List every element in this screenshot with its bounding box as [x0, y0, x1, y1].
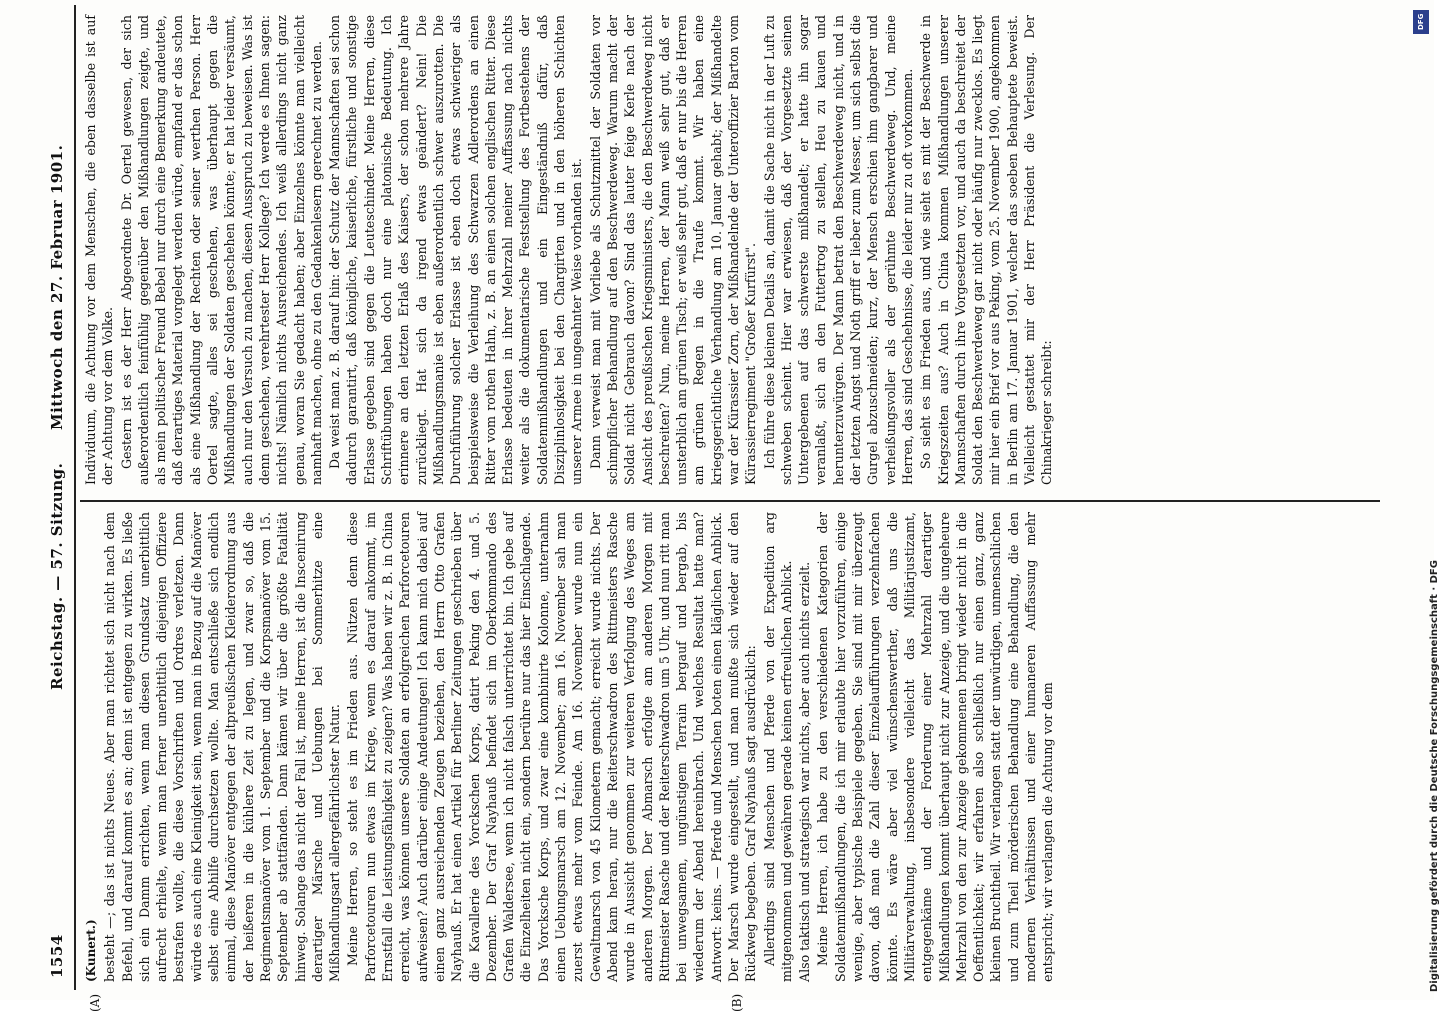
- paragraph: Also taktisch und strategisch war nichts, aber auch nichts erzielt.: [797, 561, 813, 982]
- header-right-title: Mittwoch den 27. Februar 1901.: [48, 144, 66, 430]
- speaker-label: (Kunert.): [84, 919, 98, 982]
- header-left-title: Reichstag. — 57. Sitzung.: [48, 462, 66, 690]
- paragraph: Gestern ist es der Herr Abgeordnete Dr. Oertel gewesen, der sich außerordentlich feinfühlig gegenüber den Mißhandlungen zeigte, und als mein politischer Freund Bebel nur durch eine Bemerkung andeutete, daß derartiges Material vorgelegt werden würde, empfand er das schon als eine Mißhandlung der Rechten oder seiner werthen Person. Herr Oertel sagte, alles sei geschehen, was überhaupt gegen die Mißhandlungen der Soldaten geschehen könnte; er hat leider versäumt, auch nur den Versuch zu machen, diesen Ausspruch zu beweisen. Was ist denn geschehen, verehrtester Herr Kollege? Ich werde es Ihnen sagen: nichts! Nämlich nichts Ausreichendes. Ich weiß allerdings nicht ganz genau, woran Sie gedacht haben; aber Einzelnes könnte man vielleicht namhaft machen, ohne zu den Gedankenlesern gerechnet zu werden.: [118, 15, 324, 485]
- paragraph: Da weist man z. B. darauf hin: der Schutz der Mannschaften sei schon dadurch garantirt, daß königliche, kaiserliche, fürstliche und sonstige Erlasse gegeben sind gegen die Leuteschinder. Meine Herren, diese Schriftübungen haben doch nur eine platonische Bedeutung. Ich erinnere an den letzten Erlaß des Kaisers, der schon mehrere Jahre zurückliegt. Hat sich da irgend etwas geändert? Nein! Die Mißhandlungsmanie ist eben außerordentlich schwer auszurotten. Die Durchführung solcher Erlasse ist eben doch etwas schwieriger als beispielsweise die Verleihung des Schwarzen Adlerordens an einen Ritter vom rothen Hahn, z. B. an einen solchen englischen Ritter. Diese Erlasse bedeuten in ihrer Mehrzahl meiner Auffassung nach nichts weiter als die dokumentarische Feststellung des Fortbestehens der Soldatenmißhandlungen und ein Eingeständniß dafür, daß Disziplinlosigkeit bei den Chargirten und in den höheren Schichten unserer Armee in ungeahnter Weise vorhanden ist.: [327, 15, 585, 485]
- quote-paragraph: Allerdings sind Menschen und Pferde von der Expedition arg mitgenommen und gewähren gerade keinen erfreulichen Anblick.: [761, 512, 794, 982]
- margin-mark-b: (B): [730, 993, 744, 1012]
- page-number: 1554: [48, 934, 66, 978]
- paragraph: Ich führe diese kleinen Details an, damit die Sache nicht in der Luft zu schweben scheint. Hier war erwiesen, daß der Vorgesetzte seinen Untergebenen auf das schwerste mißhandelt; er hatte ihn sogar veranlaßt, sich an den Futtertrog zu stellen, Heu zu kauen und herunterzuwürgen. Der Mann betrat den Beschwerdeweg nicht, und in der letzten Angst und Noth griff er lieber zum Messer, um sich selbst die Gurgel abzuschneiden; kurz, der Mensch erschien ihm gangbarer und verheißungsvoller als der gerühmte Beschwerdeweg. Und, meine Herren, das sind Geschehnisse, die leider nur zu oft vorkommen.: [761, 15, 915, 485]
- dfg-credit-text: Digitalisierung gefördert durch die Deutsche Forschungsgemeinschaft · DFG: [1429, 560, 1440, 992]
- rotated-page-content: [40, 5, 1405, 1012]
- page-header: [40, 5, 74, 990]
- margin-mark-a: (A): [88, 993, 102, 1012]
- paragraph: Meine Herren, ich habe zu den verschiedenen Kategorien der Soldatenmißhandlungen, die ich mir erlaubte hier vorzuführen, einige wenige, aber typische Beispiele gegeben. Sie sind mit mir überzeugt davon, daß man die Zahl dieser Einzelaufführungen verzehnfachen könnte. Es wäre aber viel wünschenswerther, daß uns die Militärverwaltung, insbesondere vielleicht das Militärjustizamt, entgegenkäme und der Forderung einer Mehrzahl derartiger Mißhandlungen kommt überhaupt nicht zur Anzeige, und die ungeheure Mehrzahl von den zur Anzeige gekommenen bringt wieder nicht in die Oeffentlichkeit; wir erfahren also schließlich nur einen ganz, ganz kleinen Bruchtheil. Wir verlangen statt der unwürdigen, unmenschlichen und zum Theil mörderischen Behandlung eine Behandlung, die den modernen Verhältnissen und einer humaneren Auffassung mehr entspricht; wir verlangen die Achtung vor dem: [815, 512, 1056, 982]
- paragraph: besteht —; das ist nichts Neues. Aber man richtet sich nicht nach dem Befehl, und darauf kommt es an; denn ist entgegen zu wirken. Es ließe sich ein Damm errichten, wenn man diesen Grundsatz unerbittlich aufrecht erhielte, wenn man ferner unerbittlich diejenigen Offiziere bestrafen wollte, die diese Vorschriften und Ordres verletzen. Dann würde es auch eine Kleinigkeit sein, wenn man in Bezug auf die Manöver selbst eine Abhilfe durchsetzen wollte. Man entschließe sich endlich einmal, diese Manöver entgegen der altpreußischen Kleiderordnung aus der heißeren in die kühlere Zeit zu legen, und zwar so, daß die Regimentsmanöver vom 1. September und die Korpsmanöver vom 15. September ab stattfänden. Dann kämen wir über die größte Fatalität hinweg. Solange das nicht der Fall ist, meine Herren, ist die Inscenirung derartiger Märsche und Uebungen bei Sommerhitze eine Mißhandlungsart allergefährlichster Natur.: [102, 512, 343, 982]
- paragraph: Dann verweist man mit Vorliebe als Schutzmittel der Soldaten vor schimpflicher Behandlung auf den Beschwerdeweg. Warum macht der Soldat nicht Gebrauch davon? Sind das lauter feige Kerle nach der Ansicht des preußischen Kriegsministers, die den Beschwerdeweg nicht beschreiten? Nun, meine Herren, der Mann weiß sehr gut, daß er unsterblich am grünen Tisch; er weiß sehr gut, daß er nur bis die Herren am grünen Regen in die Traufe kommt. Wir haben eine kriegsgerichtliche Verhandlung am 10. Januar gehabt; der Mißhandelte war der Kürassier Zorn, der Mißhandelnde der Unteroffizier Barton vom Kürassierregiment "Großer Kurfürst".: [587, 15, 759, 485]
- paragraph: So sieht es im Frieden aus, und wie sieht es mit der Beschwerde in Kriegszeiten aus? Auch in China kommen Mißhandlungen unserer Mannschaften durch ihre Vorgesetzten vor, und auch da beschreitet der Soldat den Beschwerdeweg gar nicht oder häufig nur zwecklos. Es liegt mir hier ein Brief vor aus Peking, vom 25. November 1900, angekommen in Berlin am 17. Januar 1901, welcher das soeben Behauptete beweist. Vielleicht gestattet mir der Herr Präsident die Verlesung. Der Chinakrieger schreibt:: [918, 15, 1055, 485]
- left-column: [82, 512, 1372, 982]
- paragraph: Meine Herren, so steht es im Frieden aus. Nützen denn diese Parforcetouren nun etwas im Kriege, wenn es darauf ankommt, im Ernstfall die Leistungsfähigkeit zu zeigen? Was haben wir z. B. in China erreicht, was können unsere Soldaten an erfolgreichen Parforcetouren aufweisen? Auch darüber einige Andeutungen! Ich kann mich dabei auf einen ganz ausreichenden Zeugen beziehen, den Herrn Otto Grafen Nayhauß. Er hat einen Artikel für Berliner Zeitungen geschrieben über die Kavallerie des Yorckschen Korps, datirt Peking den 4. und 5. Dezember. Der Graf Nayhauß befindet sich im Oberkommando des Grafen Waldersee, wenn ich nicht falsch unterrichtet bin. Ich gebe auf die Einzelheiten nicht ein, sondern berühre nur das hier Einschlagende. Das Yorcksche Korps, und zwar eine kombinirte Kolonne, unternahm einen Uebungsmarsch am 12. November; am 16. November sah man zuerst etwas mehr vom Feinde. Am 16. November wurde nun ein Gewaltmarsch von 45 Kilometern gemacht; erreicht wurde nichts. Der Abend kam heran, nur die Reiterschwadron des Rittmeisters Rasche wurde in Aussicht genommen zur weiteren Verfolgung des Weges am anderen Morgen. Der Abmarsch erfolgte am anderen Morgen mit Rittmeister Rasche und der Reiterschwadron um 5 Uhr, und nun ritt man bei unwegsamem, ungünstigem Terrain bergauf und bergab, bis wiederum der Abend hereinbrach. Und welches Resultat hatte man? Antwort: keins. — Pferde und Menschen boten einen kläglichen Anblick. Der Marsch wurde eingestellt, und man mußte sich wieder auf den Rückweg begeben. Graf Nayhauß sagt ausdrücklich:: [345, 512, 759, 982]
- column-divider: [80, 500, 1380, 502]
- paragraph: Individuum, die Achtung vor dem Menschen, die eben dasselbe ist auf der Achtung vor dem Volke.: [83, 15, 116, 485]
- header-rule: [74, 5, 76, 990]
- dfg-logo: DFG: [1413, 10, 1429, 34]
- dfg-credit-strip: [1411, 6, 1440, 994]
- right-column: [82, 15, 1372, 485]
